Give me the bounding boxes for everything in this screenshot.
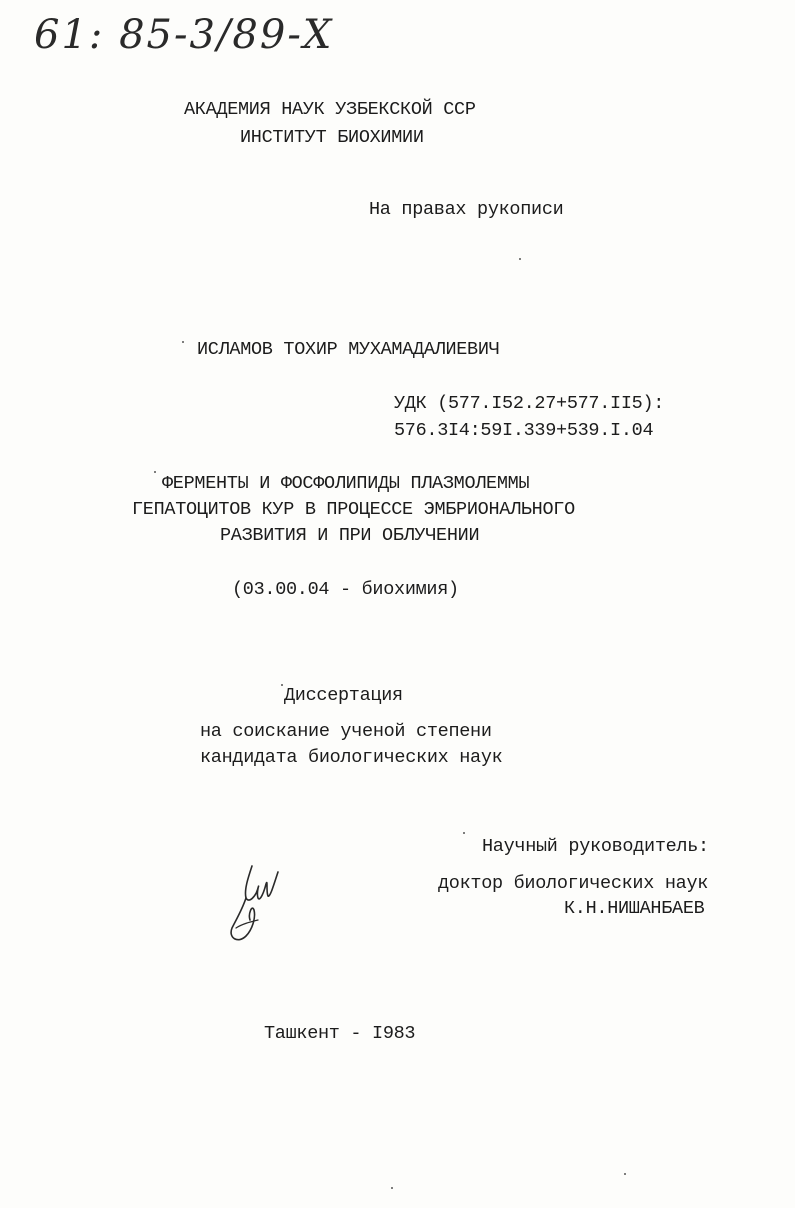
signature — [222, 858, 286, 948]
supervisor-degree: доктор биологических наук — [438, 873, 709, 894]
academy-name: АКАДЕМИЯ НАУК УЗБЕКСКОЙ ССР — [184, 99, 476, 120]
udc-line-1: УДК (577.I52.27+577.II5): — [394, 393, 665, 414]
manuscript-rights: На правах рукописи — [369, 199, 564, 220]
dissertation-line-2: кандидата биологических наук — [200, 747, 503, 768]
udc-line-2: 576.3I4:59I.339+539.I.04 — [394, 420, 654, 441]
speck — [519, 258, 521, 260]
specialty-code: (03.00.04 - биохимия) — [232, 579, 459, 600]
title-line-1: ФЕРМЕНТЫ И ФОСФОЛИПИДЫ ПЛАЗМОЛЕММЫ — [162, 473, 530, 494]
title-line-3: РАЗВИТИЯ И ПРИ ОБЛУЧЕНИИ — [220, 525, 480, 546]
speck — [463, 832, 465, 834]
institute-name: ИНСТИТУТ БИОХИМИИ — [240, 127, 424, 148]
speck — [391, 1187, 393, 1189]
speck — [624, 1173, 626, 1175]
supervisor-name: К.Н.НИШАНБАЕВ — [564, 898, 705, 919]
speck — [154, 471, 156, 473]
dissertation-line-1: на соискание ученой степени — [200, 721, 492, 742]
speck — [281, 684, 283, 686]
supervisor-label: Научный руководитель: — [482, 836, 709, 857]
archive-mark: 61: 85-3/89-Х — [34, 12, 334, 58]
author-name: ИСЛАМОВ ТОХИР МУХАМАДАЛИЕВИЧ — [197, 339, 500, 360]
title-line-2: ГЕПАТОЦИТОВ КУР В ПРОЦЕССЕ ЭМБРИОНАЛЬНОГО — [132, 499, 575, 520]
place-year: Ташкент - I983 — [264, 1023, 416, 1044]
speck — [182, 341, 184, 343]
dissertation-label: Диссертация — [284, 685, 403, 706]
